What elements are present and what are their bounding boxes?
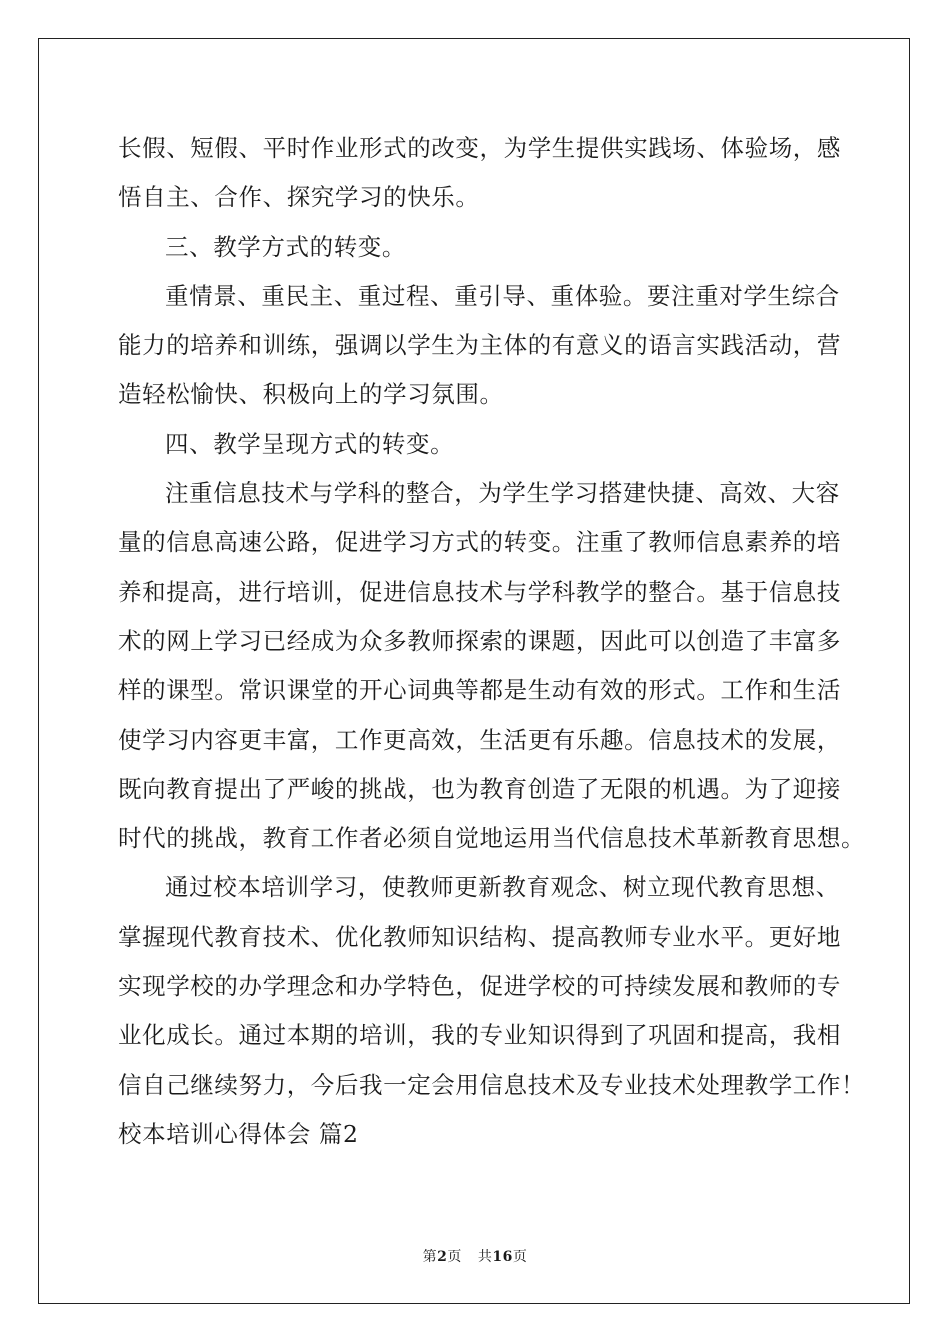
text-line: 掌握现代教育技术、优化教师知识结构、提高教师专业水平。更好地	[118, 922, 841, 951]
total-pages: 16	[492, 1249, 513, 1265]
text-line: 信自己继续努力，今后我一定会用信息技术及专业技术处理教学工作！	[118, 1070, 866, 1099]
text-line: 术的网上学习已经成为众多教师探索的课题，因此可以创造了丰富多	[118, 626, 841, 655]
page-suffix: 页	[447, 1249, 462, 1265]
text-line: 使学习内容更丰富，工作更高效，生活更有乐趣。信息技术的发展，	[118, 725, 841, 754]
article-title: 校本培训心得体会 篇2	[118, 1119, 359, 1148]
text-line: 时代的挑战，教育工作者必须自觉地运用当代信息技术革新教育思想。	[118, 824, 866, 853]
text-line: 养和提高，进行培训，促进信息技术与学科教学的整合。基于信息技	[118, 577, 841, 606]
text-line: 重情景、重民主、重过程、重引导、重体验。要注重对学生综合	[165, 281, 840, 310]
text-line: 实现学校的办学理念和办学特色，促进学校的可持续发展和教师的专	[118, 972, 841, 1001]
text-line: 通过校本培训学习，使教师更新教育观念、树立现代教育思想、	[165, 873, 840, 902]
page-prefix: 第	[422, 1249, 438, 1265]
text-line: 造轻松愉快、积极向上的学习氛围。	[118, 380, 504, 409]
page-number: 2	[437, 1249, 448, 1265]
text-line: 能力的培养和训练，强调以学生为主体的有意义的语言实践活动，营	[118, 331, 841, 360]
section-heading: 四、教学呈现方式的转变。	[165, 429, 455, 458]
text-line: 既向教育提出了严峻的挑战，也为教育创造了无限的机遇。为了迎接	[118, 774, 841, 803]
total-prefix: 共	[477, 1249, 493, 1265]
total-suffix: 页	[512, 1249, 528, 1265]
text-line: 样的课型。常识课堂的开心词典等都是生动有效的形式。工作和生活	[118, 676, 841, 705]
document-body	[118, 124, 866, 1159]
text-line: 长假、短假、平时作业形式的改变，为学生提供实践场、体验场，感	[118, 134, 841, 162]
text-line: 注重信息技术与学科的整合，为学生学习搭建快捷、高效、大容	[165, 479, 840, 508]
text-line: 业化成长。通过本期的培训，我的专业知识得到了巩固和提高，我相	[118, 1021, 841, 1050]
text-line: 悟自主、合作、探究学习的快乐。	[118, 183, 480, 212]
section-heading: 三、教学方式的转变。	[165, 232, 406, 261]
page-footer	[0, 1246, 950, 1266]
text-line: 量的信息高速公路，促进学习方式的转变。注重了教师信息素养的培	[118, 528, 841, 557]
